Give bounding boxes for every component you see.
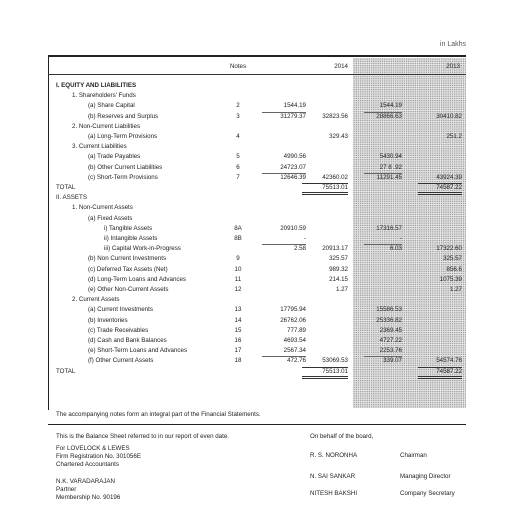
table-row xyxy=(0,244,512,254)
notes-header: Notes xyxy=(229,63,247,70)
note-ref: 18 xyxy=(234,357,242,365)
amount-cell: 17795.94 xyxy=(280,306,306,314)
table-row xyxy=(0,295,512,305)
row-label: (b) Reserves and Surplus xyxy=(88,112,159,120)
auditor-type: Chartered Accountants xyxy=(56,461,119,468)
amount-cell: 42360.02 xyxy=(322,173,348,181)
amount-cell: 251.2 xyxy=(446,133,462,140)
amount-cell: 54574.76 xyxy=(436,357,462,365)
subtotal-rule xyxy=(262,356,306,357)
total-rule xyxy=(418,183,462,184)
amount-cell: 43924.39 xyxy=(436,173,462,181)
table-row xyxy=(0,163,512,173)
subtotal-rule xyxy=(262,173,306,174)
amount-cell: 30410.82 xyxy=(436,112,462,120)
total-rule xyxy=(418,376,462,377)
amount-cell: 1.27 xyxy=(449,286,462,293)
row-label: (a) Share Capital xyxy=(88,102,135,110)
partner-title: Partner xyxy=(56,486,77,493)
table-row xyxy=(0,224,512,234)
subtotal-rule xyxy=(364,356,402,357)
partner-membership: Membership No. 90196 xyxy=(56,494,121,501)
row-label: TOTAL xyxy=(56,367,76,375)
amount-cell: 4727.22 xyxy=(379,337,402,344)
signatory-name: R. S. NORONHA xyxy=(310,452,358,459)
amount-cell: 28866.63 xyxy=(376,112,402,120)
auditor-intro: This is the Balance Sheet referred to in our report of even date. xyxy=(56,433,230,440)
currency-unit-label: in Lakhs xyxy=(439,41,466,48)
note-ref: 8B xyxy=(234,235,242,242)
row-label: (d) Cash and Bank Balances xyxy=(88,337,167,344)
total-rule xyxy=(302,183,348,184)
signatory-title: Chairman xyxy=(400,452,427,459)
note-ref: 2 xyxy=(236,102,240,110)
amount-cell: 856.6 xyxy=(446,265,462,273)
amount-cell: 1544.19 xyxy=(283,102,306,110)
header-rule xyxy=(48,74,466,75)
note-ref: 4 xyxy=(236,133,240,140)
table-row xyxy=(0,152,512,162)
note-ref: 17 xyxy=(234,347,242,355)
table-row xyxy=(0,285,512,295)
amount-cell: 20910.59 xyxy=(280,224,306,232)
table-row xyxy=(0,275,512,285)
note-ref: 12 xyxy=(234,286,242,293)
amount-cell: 6.03 xyxy=(389,245,402,253)
amount-cell: 5430.94 xyxy=(379,153,402,161)
amount-cell: 27 8 .92 xyxy=(379,163,402,171)
table-row xyxy=(0,265,512,275)
amount-cell: 2.58 xyxy=(293,245,306,253)
row-label: 3. Current Liabilities xyxy=(72,143,127,151)
row-label: TOTAL xyxy=(56,184,76,191)
row-label: i) Tangible Assets xyxy=(104,224,153,232)
amount-cell: 4990.56 xyxy=(283,153,306,161)
amount-cell: 325.57 xyxy=(443,255,462,263)
row-label: (b) Inventories xyxy=(88,316,128,324)
total-rule xyxy=(418,378,462,379)
table-row xyxy=(0,234,512,244)
signatory-name: NITESH BAKSHI xyxy=(310,490,358,497)
subtotal-rule xyxy=(262,112,306,113)
amount-cell: 329.43 xyxy=(329,133,348,140)
amount-cell: 74587.22 xyxy=(436,367,462,375)
subtotal-rule xyxy=(364,244,402,245)
amount-cell: 15586.53 xyxy=(376,306,402,314)
table-row xyxy=(0,91,512,101)
row-label: (f) Other Current Assets xyxy=(88,357,154,365)
row-label: 2. Current Assets xyxy=(72,296,120,304)
subtotal-rule xyxy=(364,112,402,113)
column-header-row xyxy=(0,62,512,72)
note-ref: 9 xyxy=(236,255,240,263)
amount-cell: - xyxy=(303,235,306,242)
table-row xyxy=(0,336,512,346)
note-ref: 16 xyxy=(234,337,242,344)
amount-cell: 1.27 xyxy=(335,286,348,293)
signatory-title: Managing Director xyxy=(400,473,451,480)
table-row xyxy=(0,356,512,366)
note-ref: 10 xyxy=(234,265,242,273)
subtotal-rule xyxy=(364,173,402,174)
row-label: ii) Intangible Assets xyxy=(104,235,158,242)
total-rule xyxy=(302,378,348,379)
total-rule xyxy=(418,367,462,368)
amount-cell: 75513.01 xyxy=(322,184,348,191)
note-ref: 14 xyxy=(234,316,242,324)
row-label: (c) Deferred Tax Assets (Net) xyxy=(88,265,168,273)
row-label: II. ASSETS xyxy=(56,194,87,202)
table-row xyxy=(0,346,512,356)
note-ref: 7 xyxy=(236,173,240,181)
table-row xyxy=(0,254,512,264)
row-label: iii) Capital Work-in-Progress xyxy=(104,245,181,253)
note-ref: 6 xyxy=(236,163,240,171)
note-ref: 11 xyxy=(234,275,242,283)
auditor-registration: Firm Registration No. 301056E xyxy=(56,453,141,460)
row-label: (a) Fixed Assets xyxy=(88,214,133,222)
row-label: (d) Long-Term Loans and Advances xyxy=(88,275,187,283)
note-ref: 3 xyxy=(236,112,240,120)
amount-cell: 472.76 xyxy=(287,357,306,365)
row-label: (a) Long-Term Provisions xyxy=(88,133,158,140)
note-ref: 5 xyxy=(236,153,240,161)
table-row xyxy=(0,122,512,132)
table-row xyxy=(0,326,512,336)
amount-cell: 17316.57 xyxy=(376,224,402,232)
amount-cell: 4693.54 xyxy=(283,337,306,344)
top-rule xyxy=(48,55,466,57)
table-row xyxy=(0,305,512,315)
amount-cell: 777.89 xyxy=(287,326,306,334)
amount-cell: 25336.82 xyxy=(376,316,402,324)
amount-cell: 989.32 xyxy=(329,265,348,273)
amount-cell: 2253.76 xyxy=(379,347,402,355)
footnote: The accompanying notes form an integral part of the Financial Statements. xyxy=(56,411,261,418)
row-label: (e) Short-Term Loans and Advances xyxy=(88,347,188,355)
amount-cell: 20913.17 xyxy=(322,245,348,253)
year-current-header: 2014 xyxy=(334,63,348,70)
amount-cell: 325.57 xyxy=(329,255,348,263)
signatory-title: Company Secretary xyxy=(400,490,455,497)
row-label: (c) Short-Term Provisions xyxy=(88,173,158,181)
signatory-name: N. SAI SANKAR xyxy=(310,473,356,480)
row-label: (a) Trade Payables xyxy=(88,153,141,161)
amount-cell: 1544.19 xyxy=(379,102,402,110)
amount-cell: 75513.01 xyxy=(322,367,348,375)
amount-cell: 32823.56 xyxy=(322,112,348,120)
amount-cell: 214.15 xyxy=(329,275,348,283)
table-row xyxy=(0,214,512,224)
row-label: (e) Other Non-Current Assets xyxy=(88,286,169,293)
amount-cell: 31279.37 xyxy=(280,112,306,120)
partner-name: N.K. VARADARAJAN xyxy=(56,478,116,485)
note-ref: 15 xyxy=(234,326,242,334)
total-rule xyxy=(302,367,348,368)
amount-cell: - xyxy=(399,235,402,242)
auditor-firm: For LOVELOCK & LEWES xyxy=(56,445,130,452)
board-intro: On behalf of the board, xyxy=(310,433,374,440)
table-row xyxy=(0,81,512,91)
table-row xyxy=(0,193,512,203)
row-label: (c) Trade Receivables xyxy=(88,326,149,334)
signature-separator xyxy=(48,424,466,425)
year-previous-header: 2013 xyxy=(446,63,460,70)
amount-cell: 2369.45 xyxy=(379,326,402,334)
row-label: 1. Non-Current Assets xyxy=(72,204,133,212)
table-row xyxy=(0,142,512,152)
subtotal-rule xyxy=(262,244,306,245)
row-label: I. EQUITY AND LIABILITIES xyxy=(56,82,137,89)
row-label: (a) Current Investments xyxy=(88,306,153,314)
amount-cell: 24723.07 xyxy=(280,163,306,171)
amount-cell: 1075.39 xyxy=(439,275,462,283)
table-row xyxy=(0,203,512,213)
table-row xyxy=(0,316,512,326)
amount-cell: 12646.39 xyxy=(280,173,306,181)
row-label: (b) Other Current Liabilities xyxy=(88,163,163,171)
amount-cell: 11291.45 xyxy=(376,173,402,181)
amount-cell: 53069.53 xyxy=(322,357,348,365)
table-row xyxy=(0,112,512,122)
amount-cell: 339.07 xyxy=(383,357,402,365)
table-row xyxy=(0,101,512,111)
row-label: 1. Shareholders' Funds xyxy=(72,92,136,100)
table-row xyxy=(0,173,512,183)
amount-cell: 2567.34 xyxy=(283,347,306,355)
row-label: 2. Non-Current Liabilities xyxy=(72,122,141,130)
amount-cell: 17322.60 xyxy=(436,245,462,253)
amount-cell: 26762.06 xyxy=(280,316,306,324)
total-rule xyxy=(302,376,348,377)
table-row xyxy=(0,132,512,142)
note-ref: 13 xyxy=(234,306,242,314)
row-label: (b) Non Current Investments xyxy=(88,255,167,263)
note-ref: 8A xyxy=(234,224,242,232)
amount-cell: 74587.22 xyxy=(436,184,462,191)
